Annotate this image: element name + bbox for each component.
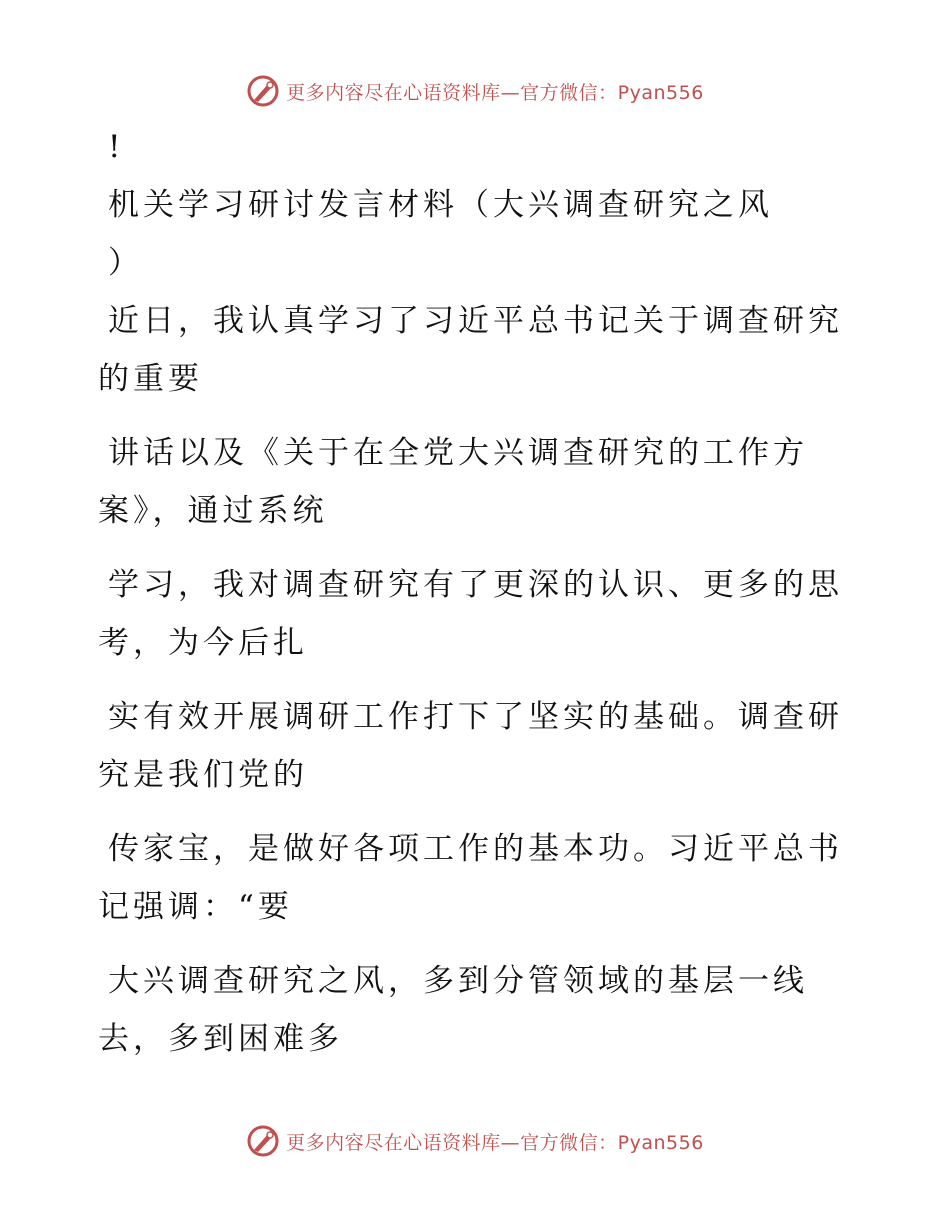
title-text: 机关学习研讨发言材料（大兴调查研究之风 [108, 187, 773, 223]
line-text: 传家宝，是做好各项工作的基本功。习近平总书 [108, 831, 843, 867]
document-title [98, 176, 838, 234]
line-text: 近日，我认真学习了习近平总书记关于调查研究 [108, 303, 843, 339]
paragraph-line [98, 820, 843, 936]
line-continuation: 案》，通过系统 [98, 493, 328, 529]
line-text: ! [108, 129, 125, 165]
footer-watermark [0, 1121, 950, 1161]
document-body [98, 118, 843, 1068]
paragraph-line [98, 952, 838, 1068]
line-text: 实有效开展调研工作打下了坚实的基础。调查研 [108, 699, 843, 735]
paragraph-line [98, 424, 838, 540]
header-watermark-text: 更多内容尽在心语资料库—官方微信：Pyan556 [286, 81, 704, 104]
line-continuation: 的重要 [98, 361, 203, 397]
line-continuation: 去，多到困难多 [98, 1021, 343, 1057]
text-line [98, 118, 838, 176]
footer-watermark-text: 更多内容尽在心语资料库—官方微信：Pyan556 [286, 1131, 704, 1154]
header-watermark [0, 71, 950, 111]
line-continuation: 考，为今后扎 [98, 625, 308, 661]
paragraph-line [98, 688, 843, 804]
line-text: ） [108, 245, 143, 281]
text-line [98, 234, 838, 292]
pen-logo-icon [246, 1124, 280, 1158]
line-continuation: 记强调：“要 [98, 889, 293, 925]
line-text: 讲话以及《关于在全党大兴调查研究的工作方 [108, 435, 808, 471]
paragraph-line [98, 556, 843, 672]
line-continuation: 究是我们党的 [98, 757, 308, 793]
pen-logo-icon [246, 74, 280, 108]
paragraph-line [98, 292, 843, 408]
line-text: 大兴调查研究之风，多到分管领域的基层一线 [108, 963, 808, 999]
line-text: 学习，我对调查研究有了更深的认识、更多的思 [108, 567, 843, 603]
